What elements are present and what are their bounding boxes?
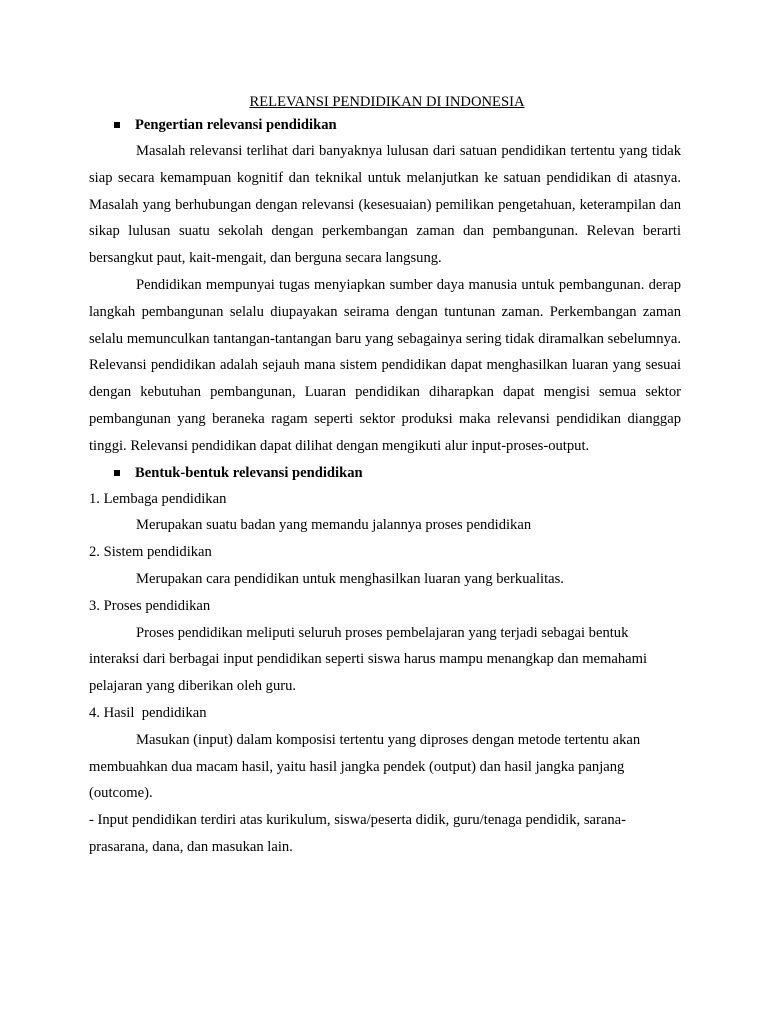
document-body	[89, 92, 681, 861]
list-item-description: Merupakan cara pendidikan untuk menghasilkan luaran yang berkualitas.	[136, 570, 564, 587]
list-item-heading: 2. Sistem pendidikan	[89, 544, 212, 561]
note-paragraph: - Input pendidikan terdiri atas kurikulum, siswa/peserta didik, guru/tenaga pendidik, sarana-prasarana, dana, dan masukan lain.	[89, 812, 626, 855]
square-bullet-icon	[114, 122, 120, 128]
list-item-heading: 4. Hasil pendidikan	[89, 704, 207, 721]
paragraph: Pendidikan mempunyai tugas menyiapkan sumber daya manusia untuk pembangunan. derap langkah pembangunan selalu diupayakan seirama dengan tuntunan zaman. Perkembangan zaman selalu memunculkan tantangan-tantangan baru yang sebagainya sering tidak diramalkan sebelumnya. Relevansi pendidikan adalah sejauh mana sistem pendidikan dapat menghasilkan luaran yang sesuai dengan kebutuhan pembangunan, Luaran pendidikan diharapkan dapat mengisi semua sektor pembangunan yang beraneka ragam seperti sektor produksi maka relevansi pendidikan dianggap tinggi. Relevansi pendidikan dapat dilihat dengan mengikuti alur input-proses-output.	[89, 276, 681, 454]
paragraph: Masalah relevansi terlihat dari banyaknya lulusan dari satuan pendidikan tertentu yang tidak siap secara kemampuan kognitif dan teknikal untuk melanjutkan ke satuan pendidikan di atasnya. Masalah yang berhubungan dengan relevansi (kesesuaian) pemilikan pengetahuan, keterampilan dan sikap lulusan suatu sekolah dengan perkembangan zaman dan pembangunan. Relevan berarti bersangkut paut, kait-mengait, dan berguna secara langsung.	[89, 143, 681, 267]
section-heading-label: Pengertian relevansi pendidikan	[135, 117, 337, 133]
document-title: RELEVANSI PENDIDIKAN DI INDONESIA	[249, 94, 525, 110]
list-item-description: Merupakan suatu badan yang memandu jalannya proses pendidikan	[136, 517, 532, 534]
list-item-heading: 1. Lembaga pendidikan	[89, 490, 227, 507]
section-heading-pengertian	[89, 112, 681, 138]
section-heading-label: Bentuk-bentuk relevansi pendidikan	[135, 464, 363, 481]
list-item-description: Proses pendidikan meliputi seluruh proses pembelajaran yang terjadi sebagai bentuk interaksi dari berbagai input pendidikan seperti siswa harus mampu menangkap dan memahami pelajaran yang diberikan oleh guru.	[89, 624, 648, 695]
list-item-heading: 3. Proses pendidikan	[89, 597, 211, 614]
list-item-description: Masukan (input) dalam komposisi tertentu yang diproses dengan metode tertentu akan membuahkan dua macam hasil, yaitu hasil jangka pendek (output) dan hasil jangka panjang (outcome).	[89, 731, 641, 802]
section-heading-bentuk	[89, 460, 681, 486]
square-bullet-icon	[114, 470, 120, 476]
